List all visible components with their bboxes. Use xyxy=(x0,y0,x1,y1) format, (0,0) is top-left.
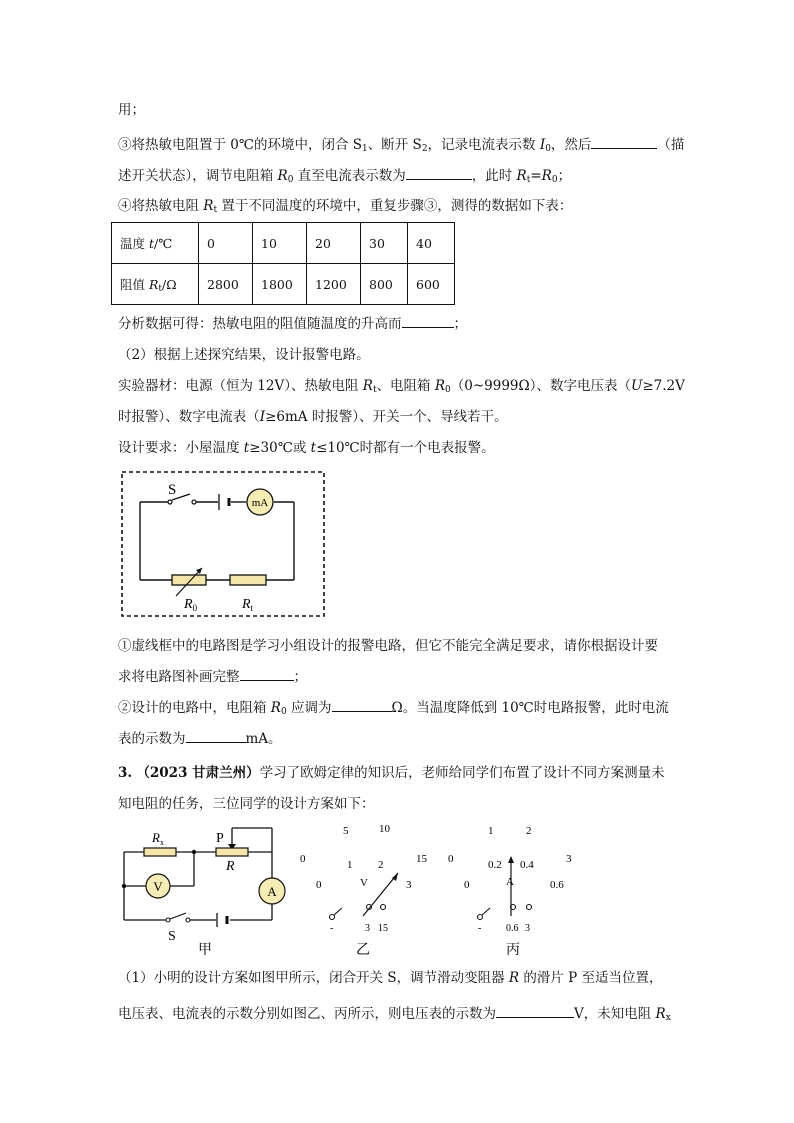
rheostat-label: R xyxy=(226,859,235,874)
voltmeter-label: V xyxy=(153,879,163,894)
battery-icon xyxy=(219,494,229,510)
terminal-label: 3 xyxy=(525,923,530,934)
switch-label: S xyxy=(168,929,176,944)
text-line: ③将热敏电阻置于 0℃的环境中，闭合 $S_1$、断开 $S_2$，记录电流表示数 $I_0$，然后 （描 xyxy=(118,134,684,155)
ammeter-label: A xyxy=(267,884,277,899)
figure-jia-circuit xyxy=(116,822,292,960)
dial-label: 0 xyxy=(464,879,470,891)
answer-blank[interactable] xyxy=(402,313,454,328)
text-line: （2）根据上述探究结果，设计报警电路。 xyxy=(118,347,370,363)
dial-label: 5 xyxy=(343,825,349,837)
data-table xyxy=(111,222,455,305)
table-row xyxy=(112,264,455,305)
dial-label: 0 xyxy=(448,853,454,865)
table-header-cell: 阻值 $R_t/\Omega$ xyxy=(112,264,199,305)
figure-caption: 乙 xyxy=(356,943,370,958)
figure-caption: 甲 xyxy=(198,943,212,958)
dial-label: 1 xyxy=(488,825,494,837)
figure-bing-ammeter-dial xyxy=(440,818,580,960)
terminal-label: 15 xyxy=(378,923,388,934)
table-cell: 30 xyxy=(361,223,408,264)
text-line: ①虚线框中的电路图是学习小组设计的报警电路，但它不能完全满足要求，请你根据设计要 xyxy=(118,638,658,654)
table-header-cell: 温度 t/℃ xyxy=(112,223,199,264)
answer-blank[interactable] xyxy=(332,697,392,712)
switch-label: S xyxy=(168,482,177,498)
text-line: 分析数据可得：热敏电阻的阻值随温度的升高而 ； xyxy=(118,313,467,334)
answer-blank[interactable] xyxy=(591,134,657,149)
answer-blank[interactable] xyxy=(406,165,472,180)
answer-blank[interactable] xyxy=(496,1003,574,1018)
dial-label: 10 xyxy=(379,823,390,835)
dial-label: 0.4 xyxy=(520,859,534,871)
terminal-label: 3 xyxy=(365,923,370,934)
text-line: 知电阻的任务，三位同学的设计方案如下： xyxy=(118,796,375,812)
table-cell: 1800 xyxy=(253,264,307,305)
table-cell: 800 xyxy=(361,264,408,305)
dial-label: 2 xyxy=(378,859,384,871)
table-row xyxy=(112,223,455,264)
rt-label: $R_t$ xyxy=(242,597,254,613)
text-line: ②设计的电路中，电阻箱 $R_0$ 应调为 Ω。当温度降低到 10℃时电路报警，此时电流 xyxy=(118,697,669,718)
dial-label: 3 xyxy=(566,853,572,865)
dial-label: 2 xyxy=(526,825,532,837)
rx-label: $R_x$ xyxy=(152,830,164,847)
text-line: ④将热敏电阻 $R_t$ 置于不同温度的环境中，重复步骤③，测得的数据如下表： xyxy=(118,198,573,215)
text-line: （1）小明的设计方案如图甲所示，闭合开关 S，调节滑动变阻器 R 的滑片 P 至适当位置， xyxy=(118,970,663,986)
rheostat-icon xyxy=(216,848,248,856)
dial-label: 0 xyxy=(316,879,322,891)
battery-icon xyxy=(217,913,227,927)
rx-resistor-icon xyxy=(144,848,176,856)
dial-label: 0 xyxy=(300,853,306,865)
table-cell: 2800 xyxy=(199,264,253,305)
dial-label: 3 xyxy=(406,879,412,891)
table-cell: 0 xyxy=(199,223,253,264)
figure-yi-voltmeter-dial xyxy=(296,818,436,960)
answer-blank[interactable] xyxy=(186,728,246,743)
alarm-circuit-diagram xyxy=(118,468,328,620)
text-line: 求将电路图补画完整 ； xyxy=(118,666,307,687)
dial-unit: A xyxy=(506,876,514,888)
text-line: 用； xyxy=(118,102,145,118)
text-line: 电压表、电流表的示数分别如图乙、丙所示，则电压表的示数为 V，未知电阻 $R_x$ xyxy=(118,1003,671,1024)
terminal-label: 0.6 xyxy=(506,923,519,934)
table-cell: 40 xyxy=(408,223,455,264)
table-cell: 20 xyxy=(307,223,361,264)
table-cell: 600 xyxy=(408,264,455,305)
answer-blank[interactable] xyxy=(240,666,294,681)
dial-label: 15 xyxy=(416,853,427,865)
question-line: 3. （2023 甘肃兰州）学习了欧姆定律的知识后，老师给同学们布置了设计不同方案测量未 xyxy=(118,765,665,781)
slider-label: P xyxy=(216,831,224,846)
text-line: 述开关状态），调节电阻箱 $R_0$ 直至电流表示数为 ，此时 $R_t=R_0$； xyxy=(118,165,571,186)
switch-contact xyxy=(168,500,172,504)
text-line: 时报警）、数字电流表（I≥6mA 时报警）、开关一个、导线若干。 xyxy=(118,409,508,425)
resistance-box-icon xyxy=(172,575,206,585)
dial-label: 0.6 xyxy=(550,879,564,891)
terminal-label: - xyxy=(478,923,482,934)
text-line: 实验器材：电源（恒为 12V）、热敏电阻 $R_t$、电阻箱 $R_0(0\sim 9999\Omega)$、数字电压表（U≥7.2V xyxy=(118,378,685,395)
dial-unit: V xyxy=(360,877,368,889)
table-cell: 10 xyxy=(253,223,307,264)
figure-caption: 丙 xyxy=(506,943,520,958)
terminal-label: - xyxy=(330,923,334,934)
switch-contact xyxy=(192,500,196,504)
dial-label: 0.2 xyxy=(488,859,502,871)
meter-label: mA xyxy=(251,497,269,509)
table-cell: 1200 xyxy=(307,264,361,305)
dial-label: 1 xyxy=(347,859,353,871)
text-line: 表的示数为 mA。 xyxy=(118,728,282,749)
text-line: 设计要求：小屋温度 t≥30℃或 t≤10℃时都有一个电表报警。 xyxy=(118,440,495,456)
thermistor-icon xyxy=(230,575,266,585)
r0-label: $R_0$ xyxy=(184,597,198,613)
